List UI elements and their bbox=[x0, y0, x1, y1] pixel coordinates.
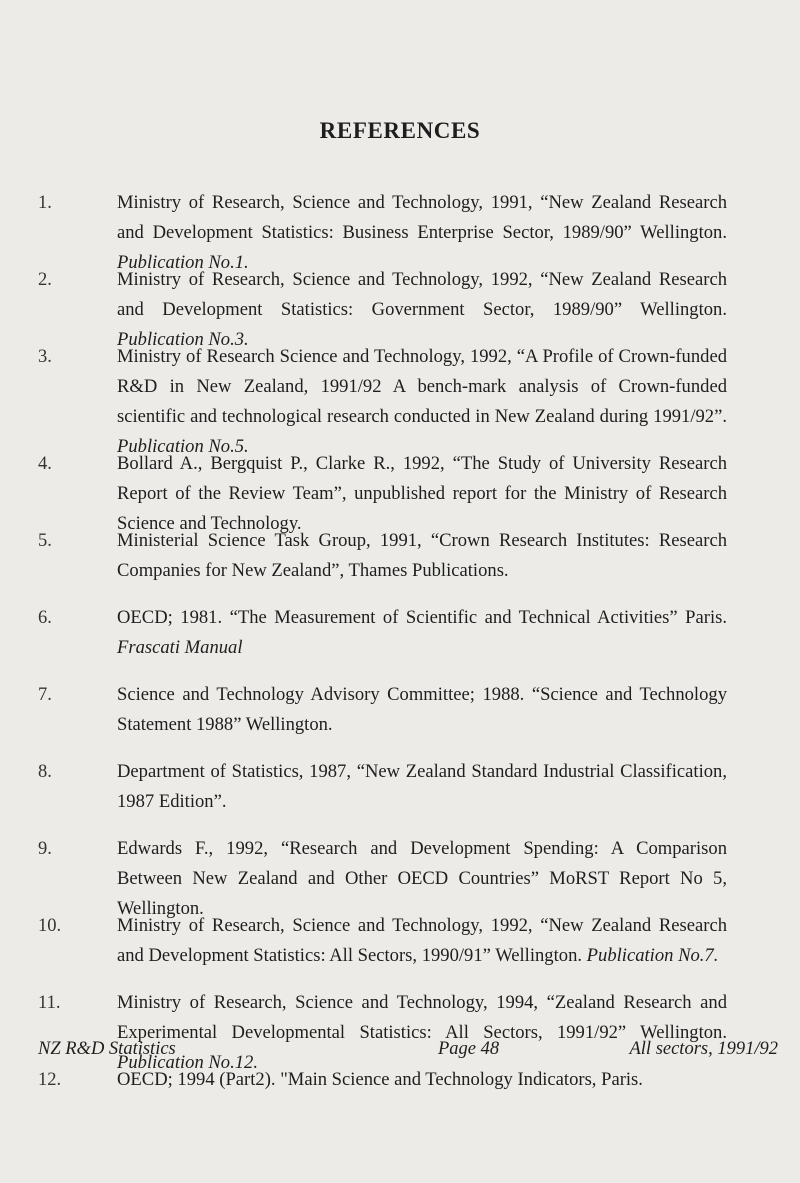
reference-text: Edwards F., 1992, “Research and Development Spending: A Comparison Between New Zealand and Other OECD Countries” MoRST Report No 5, Wellington. bbox=[117, 838, 727, 919]
reference-list bbox=[0, 188, 800, 1142]
reference-text: Ministry of Research, Science and Technology, 1991, “New Zealand Research and Development Statistics: Business Enterprise Sector, 1989/90” Wellington. Publication No.1. bbox=[117, 192, 727, 273]
reference-italic: Frascati Manual bbox=[117, 637, 243, 658]
reference-item bbox=[0, 911, 800, 987]
reference-text: Science and Technology Advisory Committee; 1988. “Science and Technology Statement 1988” Wellington. bbox=[117, 684, 727, 735]
reference-item bbox=[0, 603, 800, 679]
reference-number: 10. bbox=[38, 916, 62, 936]
page-title: REFERENCES bbox=[319, 118, 481, 143]
reference-text: Bollard A., Bergquist P., Clarke R., 1992, “The Study of University Research Report of the Review Team”, unpublished report for the Ministry of Research Science and Technology. bbox=[117, 453, 727, 534]
reference-item bbox=[0, 834, 800, 919]
reference-number: 6. bbox=[38, 608, 52, 628]
reference-text: Ministry of Research, Science and Technology, 1992, “New Zealand Research and Development Statistics: Government Sector, 1989/90” Wellington. Publication No.3. bbox=[117, 269, 727, 350]
reference-text: Ministerial Science Task Group, 1991, “Crown Research Institutes: Research Companies for New Zealand”, Thames Publications. bbox=[117, 530, 727, 581]
reference-italic: Publication No.1. bbox=[117, 252, 249, 273]
reference-item bbox=[0, 757, 800, 833]
reference-number: 4. bbox=[38, 454, 52, 474]
reference-item bbox=[0, 1065, 800, 1141]
reference-italic: Publication No.5. bbox=[117, 436, 249, 457]
reference-text: OECD; 1981. “The Measurement of Scientific and Technical Activities” Paris. Frascati Manual bbox=[117, 607, 727, 658]
reference-text: Ministry of Research, Science and Technology, 1994, “Zealand Research and Experimental Developmental Statistics: All Sectors, 1991/92” Wellington. Publication No.12. bbox=[117, 992, 727, 1073]
reference-number: 8. bbox=[38, 762, 52, 782]
reference-item bbox=[0, 188, 800, 273]
reference-item bbox=[0, 342, 800, 457]
reference-item bbox=[0, 265, 800, 350]
reference-text: Department of Statistics, 1987, “New Zealand Standard Industrial Classification, 1987 Edition”. bbox=[117, 761, 727, 812]
reference-number: 11. bbox=[38, 993, 61, 1013]
reference-number: 1. bbox=[38, 193, 52, 213]
reference-number: 12. bbox=[38, 1070, 62, 1090]
reference-italic: Publication No.7. bbox=[586, 945, 719, 966]
reference-item bbox=[0, 526, 800, 602]
reference-number: 5. bbox=[38, 531, 52, 551]
reference-item bbox=[0, 449, 800, 534]
reference-number: 9. bbox=[38, 839, 52, 859]
reference-text: OECD; 1994 (Part2). "Main Science and Technology Indicators, Paris. bbox=[117, 1069, 643, 1090]
reference-number: 2. bbox=[38, 270, 52, 290]
reference-italic: Publication No.3. bbox=[117, 329, 249, 350]
reference-number: 3. bbox=[38, 347, 52, 367]
reference-item bbox=[0, 680, 800, 756]
reference-italic: Publication No.12. bbox=[117, 1052, 258, 1073]
reference-text: Ministry of Research Science and Technology, 1992, “A Profile of Crown-funded R&D in New Zealand, 1991/92 A bench-mark analysis of Crown-funded scientific and technological research conducted in New Zealand during 1991/92”. Publication No.5. bbox=[117, 346, 727, 457]
reference-text: Ministry of Research, Science and Technology, 1992, “New Zealand Research and Development Statistics: All Sectors, 1990/91” Wellington. Publication No.7. bbox=[117, 915, 727, 966]
footer-page-number: Page 48 bbox=[438, 1039, 500, 1059]
reference-number: 7. bbox=[38, 685, 52, 705]
footer-right: All sectors, 1991/92 bbox=[629, 1039, 778, 1059]
footer-left: NZ R&D Statistics bbox=[38, 1039, 176, 1059]
